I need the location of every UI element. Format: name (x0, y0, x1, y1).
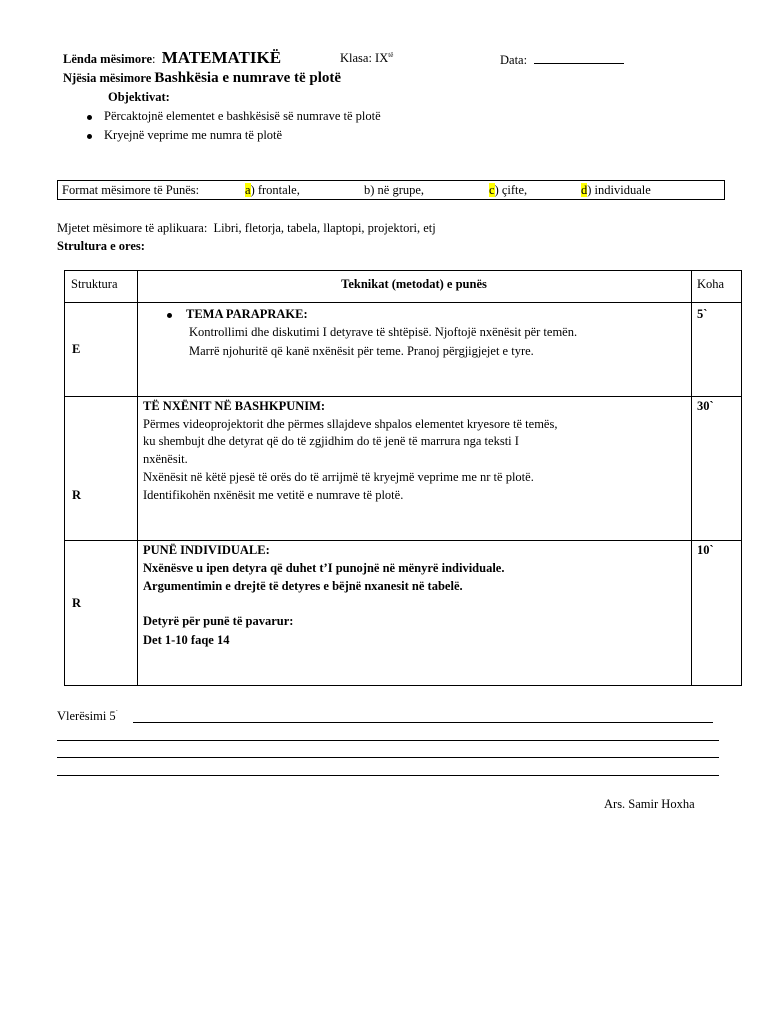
structure-title: Strultura e ores: (57, 239, 145, 253)
row3-title: PUNË INDIVIDUALE: (143, 543, 270, 557)
tools-label: Mjetet mësimore të aplikuara: (57, 221, 208, 235)
unit-label: Njësia mësimore (63, 71, 152, 85)
row2-line-5: Identifikohën nxënësit me vetitë e numrave të plotë. (143, 488, 404, 502)
structure-table (64, 270, 742, 686)
signature: Ars. Samir Hoxha (604, 797, 695, 811)
row1-line-2: Marrë njohuritë që kanë nxënësit për teme. Pranoj përgjigjejet e tyre. (189, 344, 534, 358)
column-divider (137, 271, 138, 685)
class-label: Klasa: IX (340, 51, 389, 66)
bullet-icon (87, 115, 92, 120)
column-divider (691, 271, 692, 685)
row2-title: TË NXËNIT NË BASHKPUNIM: (143, 399, 326, 413)
objective-item-1: Përcaktojnë elementet e bashkësisë së numrave të plotë (87, 109, 381, 124)
row3-phase: R (72, 596, 82, 610)
row2-line-2: ku shembujt dhe detyrat që do të zgjidhim do të jenë të marrura nga teksti I (143, 434, 519, 448)
evaluation-line[interactable] (57, 757, 719, 758)
row2-line-1: Përmes videoprojektorit dhe përmes sllajdeve shpalos elementet kryesore të temës, (143, 417, 558, 431)
tools-line (57, 221, 436, 236)
subject-label: Lënda mësimore (63, 52, 152, 66)
row2-line-3: nxënësit. (143, 452, 188, 466)
formats-label: Format mësimore të Punës: (62, 183, 200, 197)
unit-value: Bashkësia e numrave të plotë (154, 70, 342, 86)
row3-line-1: Nxënësve u ipen detyra që duhet t’I punojnë në mënyrë individuale. (143, 561, 505, 575)
evaluation-line[interactable] (57, 775, 719, 776)
header-techniques: Teknikat (metodat) e punës (341, 277, 487, 291)
header-time: Koha (697, 277, 725, 291)
evaluation-line[interactable] (57, 740, 719, 741)
row3-line-2: Argumentimin e drejtë të detyres e bëjnë nxanesit në tabelë. (143, 579, 463, 593)
bullet-icon (87, 134, 92, 139)
date-field[interactable] (500, 51, 624, 68)
subject-line: Lënda mësimore: MATEMATIKË (63, 48, 282, 67)
row3-homework: Det 1-10 faqe 14 (143, 633, 230, 647)
evaluation-line[interactable] (133, 722, 713, 723)
row1-line-1: Kontrollimi dhe diskutimi I detyrave të shtëpisë. Njoftojë nxënësit për temën. (189, 325, 578, 339)
row2-line-4: Nxënësit në këtë pjesë të orës do të arrijmë të kryejmë veprime me nr të plotë. (143, 470, 534, 484)
tools-value: Libri, fletorja, tabela, llaptopi, projektori, etj (213, 221, 436, 235)
date-label: Data: (500, 53, 528, 67)
header-structure: Struktura (71, 277, 118, 291)
class-sup: të (388, 51, 394, 59)
objectives-title: Objektivat: (108, 90, 170, 104)
row1-title: TEMA PARAPRAKE: (167, 306, 308, 324)
evaluation-label: Vlerësimi 5` (57, 709, 119, 724)
row-divider (65, 396, 741, 397)
row2-phase: R (72, 488, 82, 502)
format-option-d: d) individuale (581, 183, 651, 197)
format-option-c: c) çifte, (489, 183, 528, 197)
row1-phase: E (72, 342, 81, 356)
row2-time: 30` (697, 399, 714, 413)
format-option-b: b) në grupe, (364, 183, 425, 197)
date-blank[interactable] (534, 51, 624, 64)
row3-time: 10` (697, 543, 714, 557)
class-field (340, 51, 393, 66)
subject-value: MATEMATIKË (161, 48, 282, 67)
row1-time: 5` (697, 307, 708, 321)
format-option-a: a) frontale, (245, 183, 300, 197)
row3-homework-title: Detyrë për punë të pavarur: (143, 614, 294, 628)
objective-item-2: Kryejnë veprime me numra të plotë (87, 128, 282, 143)
row-divider (65, 302, 741, 303)
unit-line (63, 70, 341, 87)
bullet-icon (167, 313, 172, 318)
row-divider (65, 540, 741, 541)
